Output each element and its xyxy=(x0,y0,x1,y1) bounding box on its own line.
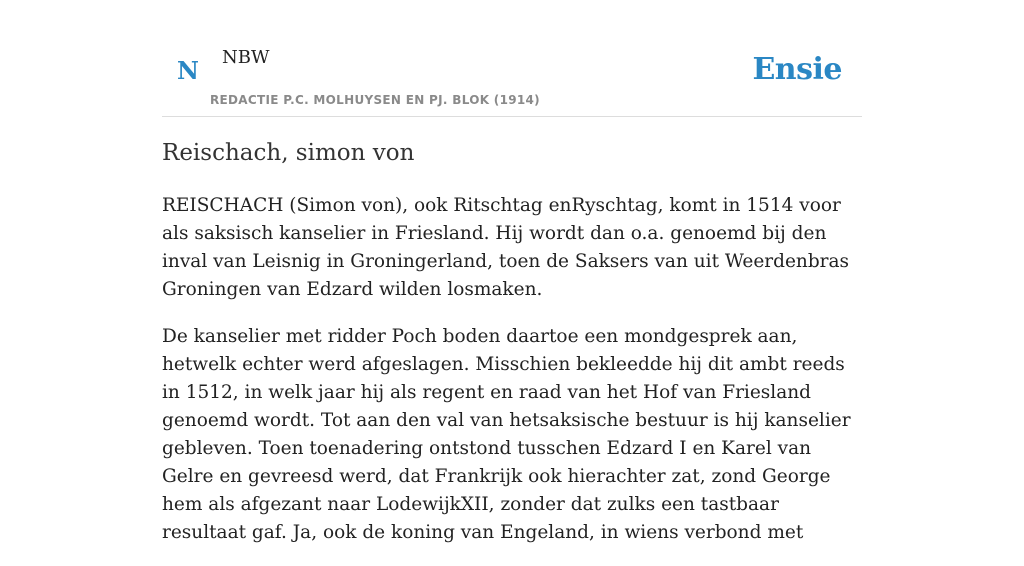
ensie-logo-link[interactable]: Ensie xyxy=(752,52,842,87)
source-header xyxy=(162,0,862,117)
article-body xyxy=(162,192,862,566)
source-subtitle: REDACTIE P.C. MOLHUYSEN EN PJ. BLOK (1914) xyxy=(210,93,540,107)
source-logo-icon[interactable]: N xyxy=(177,56,199,85)
source-name-link[interactable]: NBW xyxy=(222,47,270,68)
article-title: Reischach, simon von xyxy=(162,140,415,166)
article-paragraph-2: De kanselier met ridder Poch boden daartoe een mondgesprek aan, hetwelk echter werd afgeslagen. Misschien bekleedde hij dit ambt reeds in 1512, in welk jaar hij als regent en raad van het Hof van Friesland genoemd wordt. Tot aan den val van hetsaksische bestuur is hij kanselier gebleven. Toen toenadering ontstond tusschen Edzard I en Karel van Gelre en gevreesd werd, dat Frankrijk ook hierachter zat, zond George hem als afgezant naar LodewijkXII, zonder dat zulks een tastbaar resultaat gaf. Ja, ook de koning van Engeland, in wiens verbond met xyxy=(162,326,851,543)
article-paragraph-1: REISCHACH (Simon von), ook Ritschtag enRyschtag, komt in 1514 voor als saksisch kanselier in Friesland. Hij wordt dan o.a. genoemd bij den inval van Leisnig in Groningerland, toen de Saksers van uit Weerdenbras Groningen van Edzard wilden losmaken. xyxy=(162,195,850,300)
